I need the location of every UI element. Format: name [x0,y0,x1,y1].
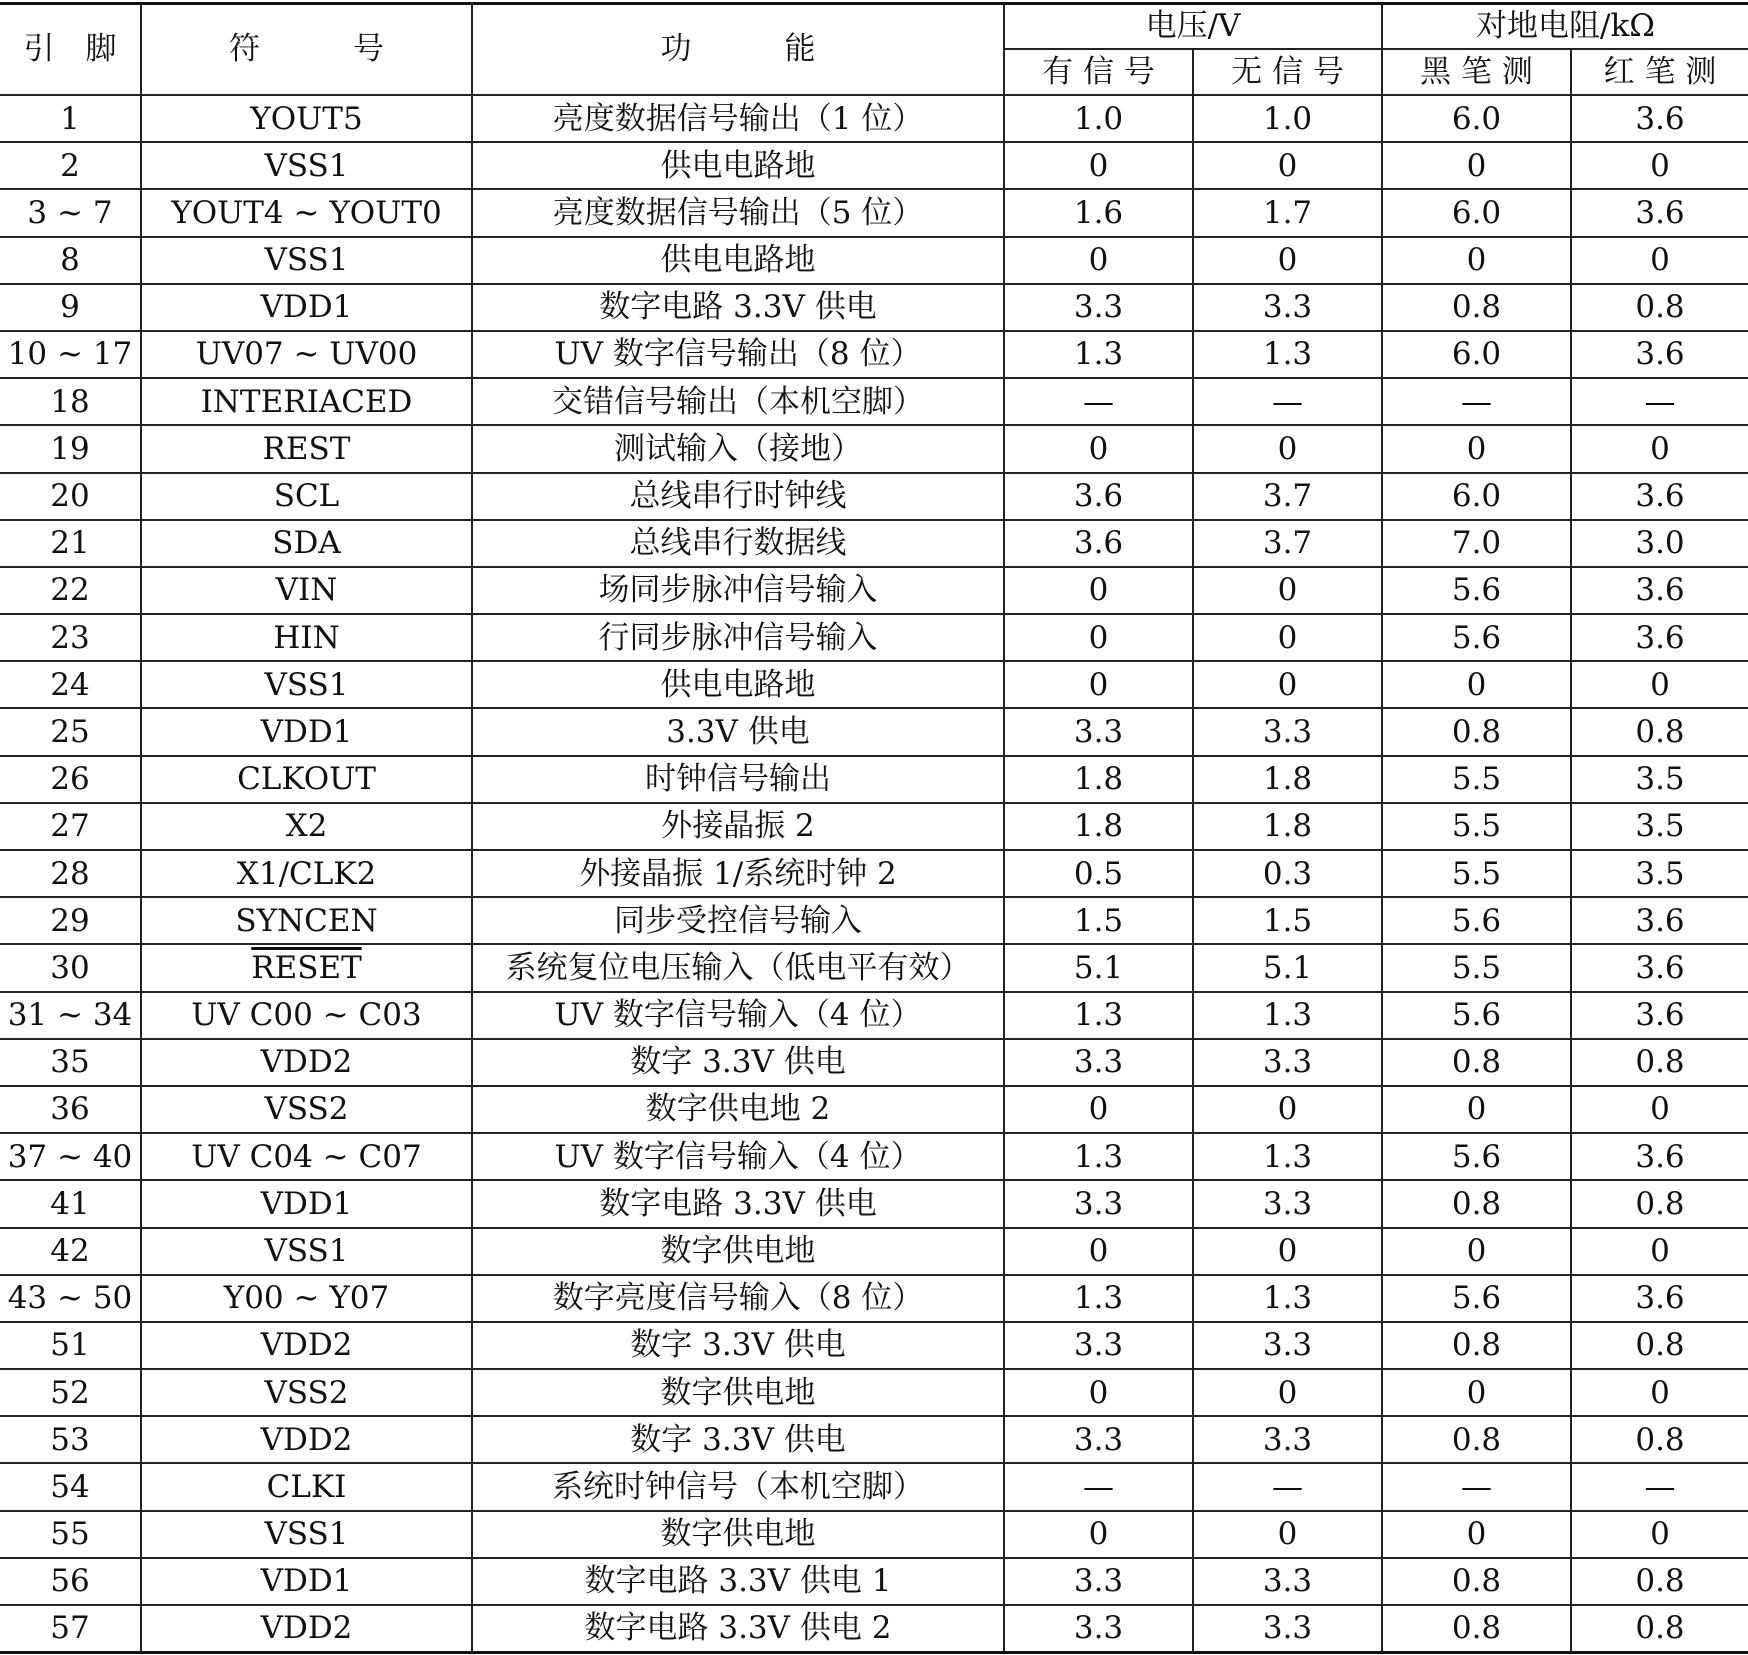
table-row [0,897,1748,944]
cell-pin: 55 [0,1511,141,1558]
cell-symbol: VSS2 [141,1369,472,1416]
cell-voltage-no-signal: 0 [1193,614,1382,661]
cell-voltage-no-signal: 5.1 [1193,944,1382,991]
cell-resistance-black-probe: 5.6 [1382,614,1571,661]
header-function: 功 能 [472,4,1004,96]
cell-function: 数字亮度信号输入（8 位） [472,1275,1004,1322]
cell-function: 供电电路地 [472,142,1004,189]
cell-voltage-no-signal: 3.3 [1193,1322,1382,1369]
table-row [0,189,1748,236]
cell-resistance-red-probe: 3.6 [1571,331,1748,378]
cell-resistance-black-probe: 5.6 [1382,1275,1571,1322]
cell-voltage-no-signal: 0 [1193,142,1382,189]
cell-resistance-red-probe: 0.8 [1571,1322,1748,1369]
cell-resistance-black-probe: 0.8 [1382,1039,1571,1086]
cell-resistance-red-probe: 0.8 [1571,1039,1748,1086]
table-row [0,1369,1748,1416]
cell-pin: 20 [0,473,141,520]
cell-symbol: VSS1 [141,237,472,284]
cell-symbol: VDD1 [141,1558,472,1605]
cell-resistance-red-probe: — [1571,1463,1748,1510]
cell-resistance-red-probe: 3.6 [1571,567,1748,614]
cell-function: 测试输入（接地） [472,425,1004,472]
table-row [0,1558,1748,1605]
cell-function: 数字供电地 [472,1369,1004,1416]
header-voltage-group: 电压/V [1004,4,1382,50]
cell-resistance-red-probe: 0.8 [1571,284,1748,331]
table-row [0,95,1748,142]
cell-symbol: UV C04 ~ C07 [141,1133,472,1180]
cell-resistance-red-probe: 0.8 [1571,1605,1748,1652]
cell-resistance-red-probe: 3.6 [1571,944,1748,991]
cell-resistance-black-probe: 0.8 [1382,708,1571,755]
cell-function: 行同步脉冲信号输入 [472,614,1004,661]
cell-symbol: VSS1 [141,1511,472,1558]
cell-voltage-with-signal: 3.3 [1004,1416,1193,1463]
cell-function: 时钟信号输出 [472,756,1004,803]
cell-resistance-red-probe: 0 [1571,1511,1748,1558]
cell-symbol: HIN [141,614,472,661]
cell-pin: 35 [0,1039,141,1086]
cell-resistance-red-probe: 0.8 [1571,1180,1748,1227]
cell-resistance-black-probe: — [1382,1463,1571,1510]
cell-resistance-black-probe: 5.6 [1382,567,1571,614]
cell-function: 数字电路 3.3V 供电 2 [472,1605,1004,1652]
cell-pin: 54 [0,1463,141,1510]
cell-voltage-with-signal: 0 [1004,142,1193,189]
table-row [0,1275,1748,1322]
cell-resistance-black-probe: 5.6 [1382,992,1571,1039]
header-black-probe: 黑 笔 测 [1382,49,1571,95]
cell-voltage-with-signal: — [1004,378,1193,425]
cell-resistance-black-probe: 0.8 [1382,1558,1571,1605]
table-row [0,614,1748,661]
cell-function: 供电电路地 [472,237,1004,284]
cell-symbol: YOUT4 ~ YOUT0 [141,189,472,236]
cell-voltage-with-signal: 3.3 [1004,1558,1193,1605]
cell-voltage-no-signal: 1.3 [1193,992,1382,1039]
cell-pin: 28 [0,850,141,897]
cell-symbol: VIN [141,567,472,614]
cell-voltage-no-signal: 3.7 [1193,473,1382,520]
cell-resistance-black-probe: 6.0 [1382,331,1571,378]
cell-voltage-with-signal: 1.8 [1004,803,1193,850]
cell-symbol [141,944,472,991]
cell-voltage-with-signal: 1.3 [1004,992,1193,1039]
cell-voltage-with-signal: 1.0 [1004,95,1193,142]
cell-resistance-black-probe: 0 [1382,1228,1571,1275]
cell-function: 交错信号输出（本机空脚） [472,378,1004,425]
cell-resistance-red-probe: 3.6 [1571,1133,1748,1180]
cell-symbol: REST [141,425,472,472]
cell-voltage-no-signal: 1.5 [1193,897,1382,944]
header-pin: 引 脚 [0,4,141,96]
cell-resistance-red-probe: 0.8 [1571,1558,1748,1605]
cell-symbol: SCL [141,473,472,520]
cell-pin: 23 [0,614,141,661]
table-header [0,4,1748,96]
cell-voltage-with-signal: 0 [1004,1369,1193,1416]
cell-resistance-red-probe: 0 [1571,1086,1748,1133]
table-row [0,1416,1748,1463]
cell-resistance-black-probe: 5.6 [1382,1133,1571,1180]
cell-resistance-red-probe: 0.8 [1571,1416,1748,1463]
cell-function: UV 数字信号输入（4 位） [472,992,1004,1039]
table-row [0,1511,1748,1558]
cell-resistance-red-probe: 0 [1571,142,1748,189]
cell-voltage-no-signal: 0 [1193,1369,1382,1416]
cell-symbol: VSS1 [141,142,472,189]
cell-symbol: Y00 ~ Y07 [141,1275,472,1322]
cell-pin: 57 [0,1605,141,1652]
cell-voltage-no-signal: — [1193,378,1382,425]
cell-resistance-black-probe: 5.5 [1382,756,1571,803]
cell-symbol: VSS1 [141,1228,472,1275]
table-row [0,1322,1748,1369]
cell-voltage-with-signal: 3.6 [1004,473,1193,520]
cell-voltage-no-signal: 3.3 [1193,708,1382,755]
cell-symbol: UV07 ~ UV00 [141,331,472,378]
cell-resistance-red-probe: 3.5 [1571,850,1748,897]
cell-voltage-no-signal: 0 [1193,425,1382,472]
cell-symbol: CLKI [141,1463,472,1510]
cell-symbol: X1/CLK2 [141,850,472,897]
cell-function: 数字供电地 [472,1228,1004,1275]
cell-pin: 31 ~ 34 [0,992,141,1039]
cell-voltage-with-signal: 0 [1004,425,1193,472]
cell-symbol: VDD1 [141,284,472,331]
cell-symbol: VDD1 [141,1180,472,1227]
cell-function: UV 数字信号输出（8 位） [472,331,1004,378]
cell-resistance-red-probe: 3.6 [1571,897,1748,944]
cell-voltage-with-signal: 1.5 [1004,897,1193,944]
cell-resistance-black-probe: 0.8 [1382,284,1571,331]
cell-voltage-no-signal: 3.3 [1193,284,1382,331]
table-row [0,803,1748,850]
cell-function: 数字供电地 2 [472,1086,1004,1133]
header-row-1 [0,4,1748,50]
cell-resistance-black-probe: 0.8 [1382,1322,1571,1369]
cell-resistance-black-probe: 0 [1382,1086,1571,1133]
symbol-overline-text: RESET [251,949,362,986]
table-row [0,378,1748,425]
cell-resistance-red-probe: 3.6 [1571,1275,1748,1322]
cell-voltage-with-signal: 0.5 [1004,850,1193,897]
cell-voltage-with-signal: 1.3 [1004,331,1193,378]
cell-resistance-black-probe: 0 [1382,661,1571,708]
cell-pin: 25 [0,708,141,755]
cell-resistance-red-probe: 0 [1571,661,1748,708]
cell-voltage-with-signal: 3.3 [1004,284,1193,331]
cell-voltage-with-signal: 0 [1004,1086,1193,1133]
cell-voltage-no-signal: 1.3 [1193,1133,1382,1180]
cell-resistance-black-probe: 5.5 [1382,803,1571,850]
cell-function: 数字电路 3.3V 供电 [472,284,1004,331]
table-row [0,1228,1748,1275]
header-resistance-group: 对地电阻/kΩ [1382,4,1748,50]
cell-resistance-red-probe: 3.6 [1571,189,1748,236]
cell-pin: 51 [0,1322,141,1369]
cell-voltage-no-signal: 1.8 [1193,803,1382,850]
cell-voltage-with-signal: 0 [1004,1228,1193,1275]
table-row [0,237,1748,284]
cell-function: 数字电路 3.3V 供电 [472,1180,1004,1227]
cell-resistance-black-probe: 5.6 [1382,897,1571,944]
cell-resistance-black-probe: 5.5 [1382,944,1571,991]
cell-voltage-no-signal: 0 [1193,567,1382,614]
cell-resistance-black-probe: 5.5 [1382,850,1571,897]
cell-pin: 37 ~ 40 [0,1133,141,1180]
cell-voltage-with-signal: 3.3 [1004,708,1193,755]
cell-voltage-no-signal: 3.7 [1193,520,1382,567]
cell-function: 外接晶振 1/系统时钟 2 [472,850,1004,897]
cell-function: 同步受控信号输入 [472,897,1004,944]
cell-function: 系统复位电压输入（低电平有效） [472,944,1004,991]
cell-resistance-red-probe: 3.6 [1571,614,1748,661]
header-no-signal: 无 信 号 [1193,49,1382,95]
cell-pin: 27 [0,803,141,850]
cell-voltage-with-signal: 3.3 [1004,1322,1193,1369]
pin-function-table [0,2,1748,1654]
cell-symbol: VDD2 [141,1039,472,1086]
cell-pin: 18 [0,378,141,425]
cell-function: 数字 3.3V 供电 [472,1322,1004,1369]
cell-voltage-no-signal: 0 [1193,1228,1382,1275]
cell-function: 供电电路地 [472,661,1004,708]
cell-function: 亮度数据信号输出（5 位） [472,189,1004,236]
cell-resistance-black-probe: 0 [1382,1511,1571,1558]
table-row [0,1086,1748,1133]
cell-resistance-red-probe: 3.6 [1571,992,1748,1039]
table-row [0,992,1748,1039]
table-row [0,708,1748,755]
cell-resistance-red-probe: — [1571,378,1748,425]
table-row [0,1463,1748,1510]
cell-voltage-no-signal: 1.8 [1193,756,1382,803]
cell-resistance-black-probe: 6.0 [1382,95,1571,142]
cell-voltage-no-signal: 3.3 [1193,1605,1382,1652]
cell-function: 3.3V 供电 [472,708,1004,755]
cell-voltage-with-signal: 1.6 [1004,189,1193,236]
table-row [0,473,1748,520]
cell-resistance-red-probe: 3.6 [1571,95,1748,142]
cell-resistance-black-probe: 0.8 [1382,1605,1571,1652]
cell-voltage-with-signal: 3.3 [1004,1180,1193,1227]
cell-symbol: INTERIACED [141,378,472,425]
cell-resistance-black-probe: 7.0 [1382,520,1571,567]
cell-voltage-no-signal: 0.3 [1193,850,1382,897]
cell-symbol: UV C00 ~ C03 [141,992,472,1039]
table-row [0,425,1748,472]
cell-function: 数字 3.3V 供电 [472,1039,1004,1086]
table-row [0,284,1748,331]
header-red-probe: 红 笔 测 [1571,49,1748,95]
cell-voltage-no-signal: 3.3 [1193,1180,1382,1227]
cell-function: 系统时钟信号（本机空脚） [472,1463,1004,1510]
cell-pin: 29 [0,897,141,944]
cell-resistance-black-probe: 6.0 [1382,189,1571,236]
cell-symbol: SDA [141,520,472,567]
cell-pin: 1 [0,95,141,142]
table-row [0,661,1748,708]
cell-pin: 26 [0,756,141,803]
cell-resistance-black-probe: 0 [1382,1369,1571,1416]
cell-voltage-no-signal: 0 [1193,1511,1382,1558]
cell-voltage-no-signal: 1.0 [1193,95,1382,142]
cell-voltage-with-signal: 3.3 [1004,1039,1193,1086]
cell-function: 数字供电地 [472,1511,1004,1558]
cell-resistance-red-probe: 3.0 [1571,520,1748,567]
cell-pin: 10 ~ 17 [0,331,141,378]
cell-resistance-black-probe: 0 [1382,425,1571,472]
table-row [0,756,1748,803]
cell-pin: 21 [0,520,141,567]
cell-pin: 19 [0,425,141,472]
cell-function: 总线串行数据线 [472,520,1004,567]
cell-voltage-with-signal: 1.8 [1004,756,1193,803]
cell-pin: 9 [0,284,141,331]
cell-voltage-no-signal: 0 [1193,661,1382,708]
cell-function: 亮度数据信号输出（1 位） [472,95,1004,142]
cell-resistance-red-probe: 0.8 [1571,708,1748,755]
cell-pin: 41 [0,1180,141,1227]
cell-resistance-red-probe: 0 [1571,237,1748,284]
cell-pin: 53 [0,1416,141,1463]
cell-pin: 43 ~ 50 [0,1275,141,1322]
table-row [0,1039,1748,1086]
cell-voltage-no-signal: 3.3 [1193,1416,1382,1463]
cell-voltage-with-signal: 3.6 [1004,520,1193,567]
cell-voltage-no-signal: 1.3 [1193,1275,1382,1322]
cell-voltage-no-signal: 3.3 [1193,1558,1382,1605]
cell-function: UV 数字信号输入（4 位） [472,1133,1004,1180]
cell-voltage-no-signal: 0 [1193,237,1382,284]
cell-symbol: SYNCEN [141,897,472,944]
cell-pin: 52 [0,1369,141,1416]
cell-symbol: VDD2 [141,1605,472,1652]
cell-pin: 42 [0,1228,141,1275]
cell-voltage-with-signal: 0 [1004,1511,1193,1558]
cell-voltage-with-signal: 1.3 [1004,1133,1193,1180]
table-row [0,1133,1748,1180]
cell-pin: 8 [0,237,141,284]
cell-function: 外接晶振 2 [472,803,1004,850]
cell-symbol: YOUT5 [141,95,472,142]
cell-resistance-red-probe: 0 [1571,1369,1748,1416]
cell-symbol: VSS1 [141,661,472,708]
header-symbol: 符 号 [141,4,472,96]
cell-voltage-with-signal: 0 [1004,614,1193,661]
header-with-signal: 有 信 号 [1004,49,1193,95]
cell-symbol: VDD2 [141,1322,472,1369]
table-row [0,520,1748,567]
cell-voltage-no-signal: 1.3 [1193,331,1382,378]
cell-symbol: VDD2 [141,1416,472,1463]
cell-symbol: CLKOUT [141,756,472,803]
table-row [0,944,1748,991]
cell-function: 数字 3.3V 供电 [472,1416,1004,1463]
cell-voltage-no-signal: — [1193,1463,1382,1510]
cell-resistance-black-probe: 0.8 [1382,1180,1571,1227]
cell-symbol: X2 [141,803,472,850]
cell-resistance-red-probe: 3.6 [1571,473,1748,520]
table-body [0,95,1748,1652]
cell-resistance-black-probe: 6.0 [1382,473,1571,520]
cell-resistance-black-probe: 0.8 [1382,1416,1571,1463]
cell-pin: 24 [0,661,141,708]
cell-resistance-black-probe: 0 [1382,237,1571,284]
cell-voltage-no-signal: 0 [1193,1086,1382,1133]
cell-resistance-red-probe: 3.5 [1571,756,1748,803]
cell-resistance-red-probe: 0 [1571,425,1748,472]
table-row [0,567,1748,614]
cell-pin: 30 [0,944,141,991]
cell-function: 场同步脉冲信号输入 [472,567,1004,614]
cell-pin: 36 [0,1086,141,1133]
cell-function: 总线串行时钟线 [472,473,1004,520]
cell-function: 数字电路 3.3V 供电 1 [472,1558,1004,1605]
table-row [0,1180,1748,1227]
cell-voltage-with-signal: 0 [1004,237,1193,284]
cell-resistance-black-probe: — [1382,378,1571,425]
cell-voltage-with-signal: 0 [1004,661,1193,708]
cell-voltage-with-signal: 0 [1004,567,1193,614]
cell-voltage-no-signal: 1.7 [1193,189,1382,236]
table-row [0,850,1748,897]
cell-pin: 22 [0,567,141,614]
cell-pin: 56 [0,1558,141,1605]
cell-pin: 2 [0,142,141,189]
cell-resistance-red-probe: 0 [1571,1228,1748,1275]
cell-symbol: VSS2 [141,1086,472,1133]
table-row [0,331,1748,378]
cell-pin: 3 ~ 7 [0,189,141,236]
cell-resistance-black-probe: 0 [1382,142,1571,189]
cell-voltage-with-signal: 1.3 [1004,1275,1193,1322]
cell-voltage-with-signal: — [1004,1463,1193,1510]
cell-resistance-red-probe: 3.5 [1571,803,1748,850]
table-row [0,1605,1748,1652]
table-row [0,142,1748,189]
cell-voltage-with-signal: 3.3 [1004,1605,1193,1652]
cell-symbol: VDD1 [141,708,472,755]
cell-voltage-no-signal: 3.3 [1193,1039,1382,1086]
cell-voltage-with-signal: 5.1 [1004,944,1193,991]
